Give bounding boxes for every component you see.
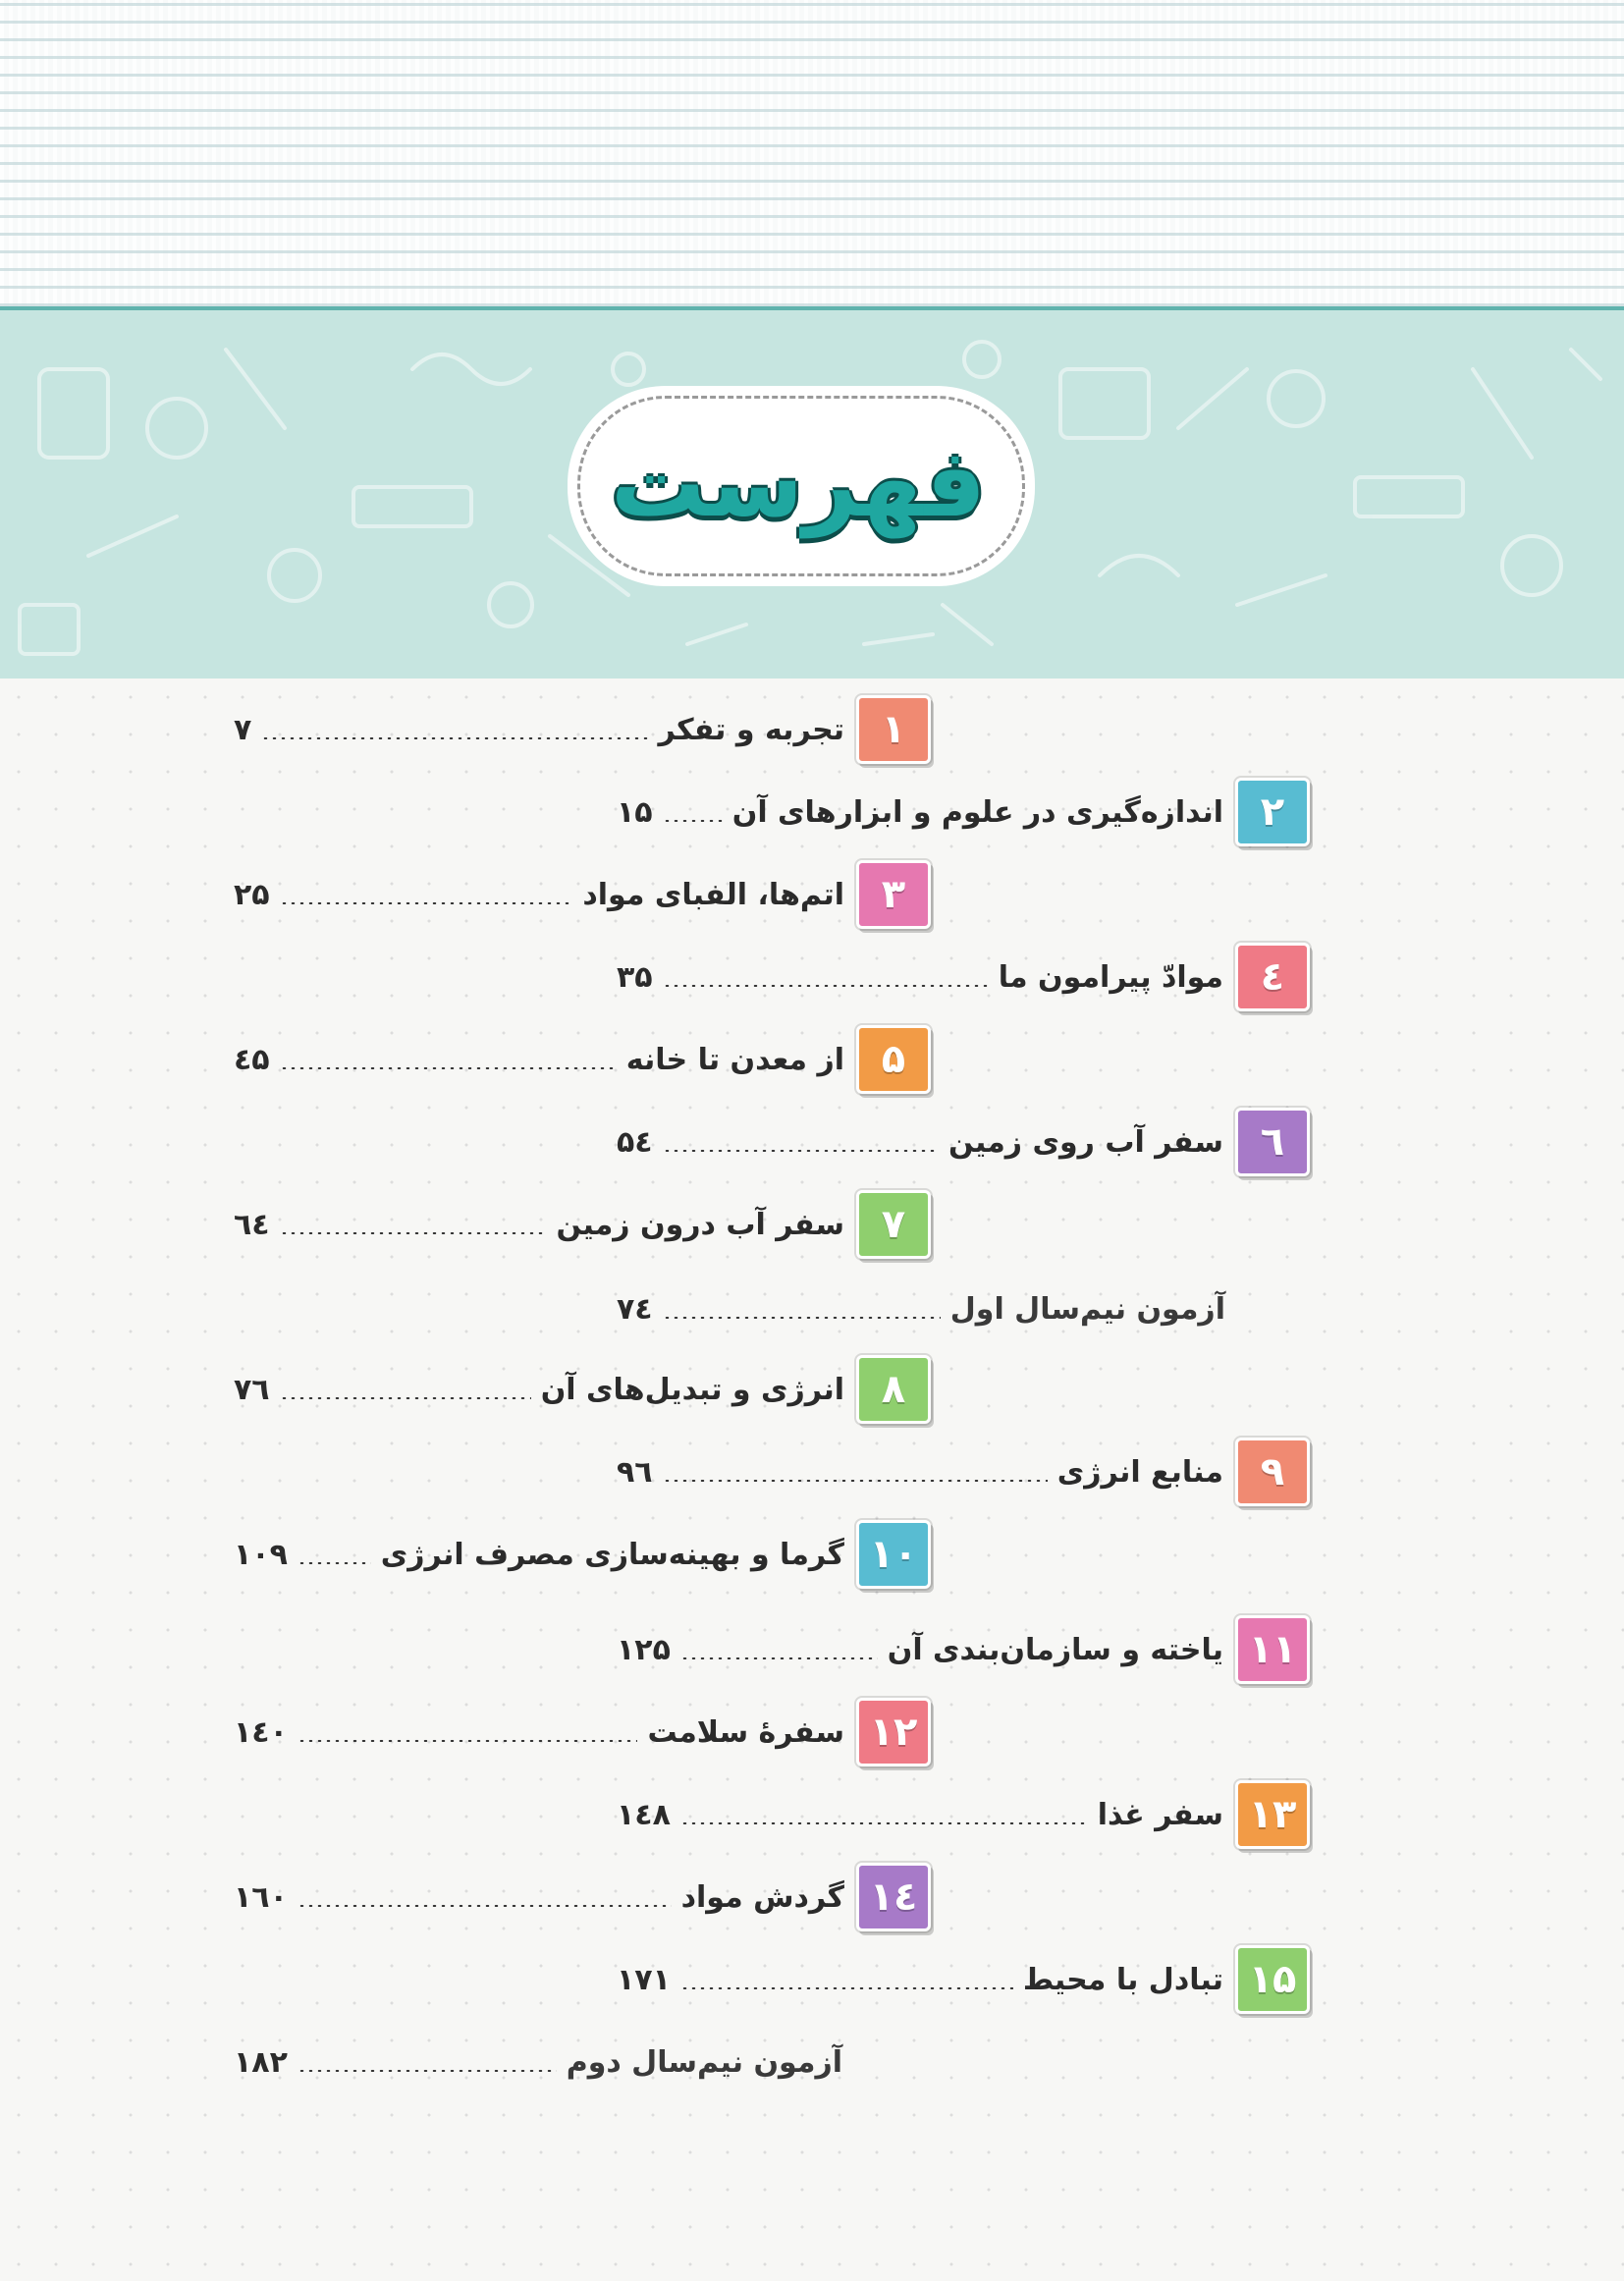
exam-title: آزمون نیم‌سال دوم — [566, 2044, 842, 2080]
toc-entry[interactable] — [617, 1615, 1310, 1684]
page-number: ٦٤ — [234, 1207, 270, 1242]
page-number: ۱٦۰ — [234, 1879, 288, 1915]
chapter-number-badge: ۱ — [856, 695, 931, 764]
leader-dots — [663, 1478, 1048, 1484]
chapter-title: منابع انرژی — [1056, 1454, 1223, 1490]
chapter-number-badge: ۵ — [856, 1025, 931, 1094]
leader-dots — [298, 1560, 371, 1566]
page-number: ٤۵ — [234, 1042, 270, 1077]
toc-entry[interactable] — [617, 778, 1310, 846]
chapter-number-badge: ۱۱ — [1235, 1615, 1310, 1684]
chapter-title: تبادل با محیط — [1022, 1962, 1223, 1997]
leader-dots — [663, 1315, 941, 1321]
chapter-title: سفر آب روی زمین — [947, 1124, 1223, 1160]
leader-dots — [663, 983, 989, 989]
chapter-number-badge: ٦ — [1235, 1108, 1310, 1176]
chapter-title: اندازه‌گیری در علوم و ابزارهای آن — [731, 794, 1223, 830]
toc-entry[interactable] — [617, 1438, 1310, 1506]
toc-entry[interactable] — [234, 1355, 931, 1424]
toc-exam-entry[interactable] — [234, 2028, 842, 2096]
leader-dots — [298, 1903, 672, 1909]
page-number: ۵٤ — [617, 1124, 653, 1160]
page-number: ۳۵ — [617, 959, 653, 995]
leader-dots — [280, 900, 573, 906]
exam-title: آزمون نیم‌سال اول — [949, 1291, 1225, 1327]
page-number: ۱۰۹ — [234, 1537, 288, 1572]
chapter-title: اتم‌ها، الفبای مواد — [582, 877, 844, 912]
chapter-title: انرژی و تبدیل‌های آن — [540, 1372, 844, 1407]
page-number: ۱۷۱ — [617, 1962, 671, 1997]
chapter-title: گرما و بهینه‌سازی مصرف انرژی — [380, 1537, 844, 1572]
leader-dots — [298, 1738, 638, 1744]
page-title: فهرست — [611, 428, 986, 538]
toc-entry[interactable] — [617, 1108, 1310, 1176]
chapter-number-badge: ۷ — [856, 1190, 931, 1259]
toc-entry[interactable] — [234, 1025, 931, 1094]
chapter-number-badge: ۱۲ — [856, 1698, 931, 1766]
leader-dots — [280, 1395, 531, 1401]
toc-entry[interactable] — [234, 1698, 931, 1766]
leader-dots — [680, 1656, 878, 1661]
toc-entry[interactable] — [617, 1780, 1310, 1849]
leader-dots — [680, 1985, 1013, 1991]
chapter-number-badge: ۱٤ — [856, 1863, 931, 1931]
leader-dots — [680, 1820, 1088, 1826]
chapter-number-badge: ٤ — [1235, 943, 1310, 1011]
chapter-title: سفرهٔ سلامت — [647, 1714, 844, 1750]
chapter-title: یاخته و سازمان‌بندی آن — [887, 1632, 1223, 1667]
toc-entry[interactable] — [617, 943, 1310, 1011]
toc-exam-entry[interactable] — [617, 1275, 1225, 1343]
leader-dots — [663, 818, 723, 824]
toc-entry[interactable] — [617, 1945, 1310, 2014]
toc-entry[interactable] — [234, 860, 931, 929]
chapter-title: موادّ پیرامون ما — [998, 959, 1223, 995]
page-number: ۷٤ — [617, 1291, 653, 1327]
page-number: ۱۸۲ — [234, 2044, 288, 2080]
toc-entry[interactable] — [234, 1190, 931, 1259]
chapter-number-badge: ۱۳ — [1235, 1780, 1310, 1849]
leader-dots — [280, 1065, 617, 1071]
chapter-number-badge: ۳ — [856, 860, 931, 929]
leader-dots — [280, 1230, 547, 1236]
chapter-number-badge: ۲ — [1235, 778, 1310, 846]
toc-entry[interactable] — [234, 1863, 931, 1931]
chapter-title: سفر آب درون زمین — [556, 1207, 844, 1242]
toc-entry[interactable] — [234, 1520, 931, 1589]
page-number: ۹٦ — [617, 1454, 653, 1490]
chapter-number-badge: ۹ — [1235, 1438, 1310, 1506]
page-number: ۲۵ — [234, 877, 270, 912]
leader-dots — [261, 735, 648, 741]
chapter-title: سفر غذا — [1097, 1797, 1223, 1832]
toc-entry[interactable] — [234, 695, 931, 764]
chapter-number-badge: ۱۰ — [856, 1520, 931, 1589]
page-number: ۷٦ — [234, 1372, 270, 1407]
leader-dots — [663, 1148, 939, 1154]
chapter-title: از معدن تا خانه — [625, 1042, 844, 1077]
page-number: ۱٤۰ — [234, 1714, 288, 1750]
page-number: ۱٤۸ — [617, 1797, 671, 1832]
leader-dots — [298, 2068, 557, 2074]
chapter-title: تجربه و تفکر — [658, 712, 844, 747]
chapter-title: گردش مواد — [680, 1879, 844, 1915]
chapter-number-badge: ۱۵ — [1235, 1945, 1310, 2014]
page-number: ۱۵ — [617, 794, 653, 830]
page-number: ۱۲۵ — [617, 1632, 671, 1667]
chapter-number-badge: ۸ — [856, 1355, 931, 1424]
top-paper-texture — [0, 0, 1624, 306]
page-number: ۷ — [234, 712, 252, 747]
